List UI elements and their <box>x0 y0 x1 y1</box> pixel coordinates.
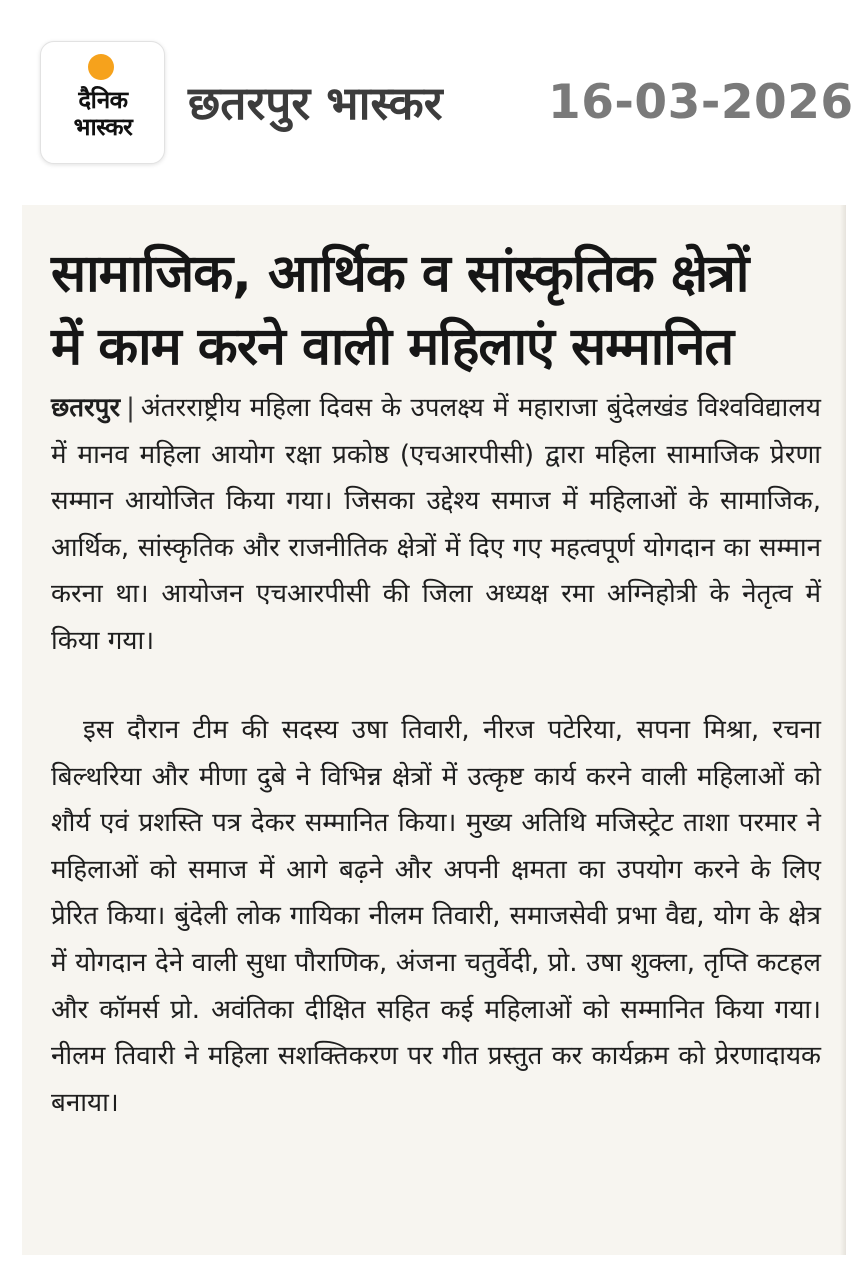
edition-title: छतरपुर भास्कर <box>188 76 443 130</box>
article-paragraph-2: इस दौरान टीम की सदस्य उषा तिवारी, नीरज पटेरिया, सपना मिश्रा, रचना बिल्थरिया और मीणा दुबे ने विभिन्न क्षेत्रों में उत्कृष्ट कार्य करने वाली महिलाओं को शौर्य एवं प्रशस्ति पत्र देकर सम्मानित किया। मुख्य अतिथि मजिस्ट्रेट ताशा परमार ने महिलाओं को समाज में आगे बढ़ने और अपनी क्षमता का उपयोग करने के लिए प्रेरित किया। बुंदेली लोक गायिका नीलम तिवारी, समाजसेवी प्रभा वैद्य, योग के क्षेत्र में योगदान देने वाली सुधा पौराणिक, अंजना चतुर्वेदी, प्रो. उषा शुक्ला, तृप्ति कटहल और कॉमर्स प्रो. अवंतिका दीक्षित सहित कई महिलाओं को सम्मानित किया गया। नीलम तिवारी ने महिला सशक्तिकरण पर गीत प्रस्तुत कर कार्यक्रम को प्रेरणादायक बनाया। <box>51 715 821 1118</box>
headline-line-1: सामाजिक, आर्थिक व सांस्कृतिक क्षेत्रों <box>51 244 749 304</box>
dateline: छतरपुर <box>51 393 121 423</box>
paragraph-1-text: अंतरराष्ट्रीय महिला दिवस के उपलक्ष्य में महाराजा बुंदेलखंड विश्वविद्यालय में मानव महिला आयोग रक्षा प्रकोष्ठ (एचआरपीसी) द्वारा महिला सामाजिक प्रेरणा सम्मान आयोजित किया गया। जिसका उद्देश्य समाज में महिलाओं के सामाजिक, आर्थिक, सांस्कृतिक और राजनीतिक क्षेत्रों में दिए गए महत्वपूर्ण योगदान का सम्मान करना था। आयोजन एचआरपीसी की जिला अध्यक्ष रमा अग्निहोत्री के नेतृत्व में किया गया। <box>51 393 821 656</box>
edition-date: 16-03-2026 <box>548 75 854 130</box>
dateline-separator: | <box>126 393 135 423</box>
article-paragraph-1 <box>51 385 821 665</box>
clipping-edge <box>840 205 846 1255</box>
logo-text-line2: भास्कर <box>73 113 133 141</box>
article-headline <box>51 238 811 384</box>
logo-text-line1: दैनिक <box>78 86 128 114</box>
sun-icon <box>86 52 116 82</box>
headline-line-2: में काम करने वाली महिलाएं सम्मानित <box>51 317 734 377</box>
